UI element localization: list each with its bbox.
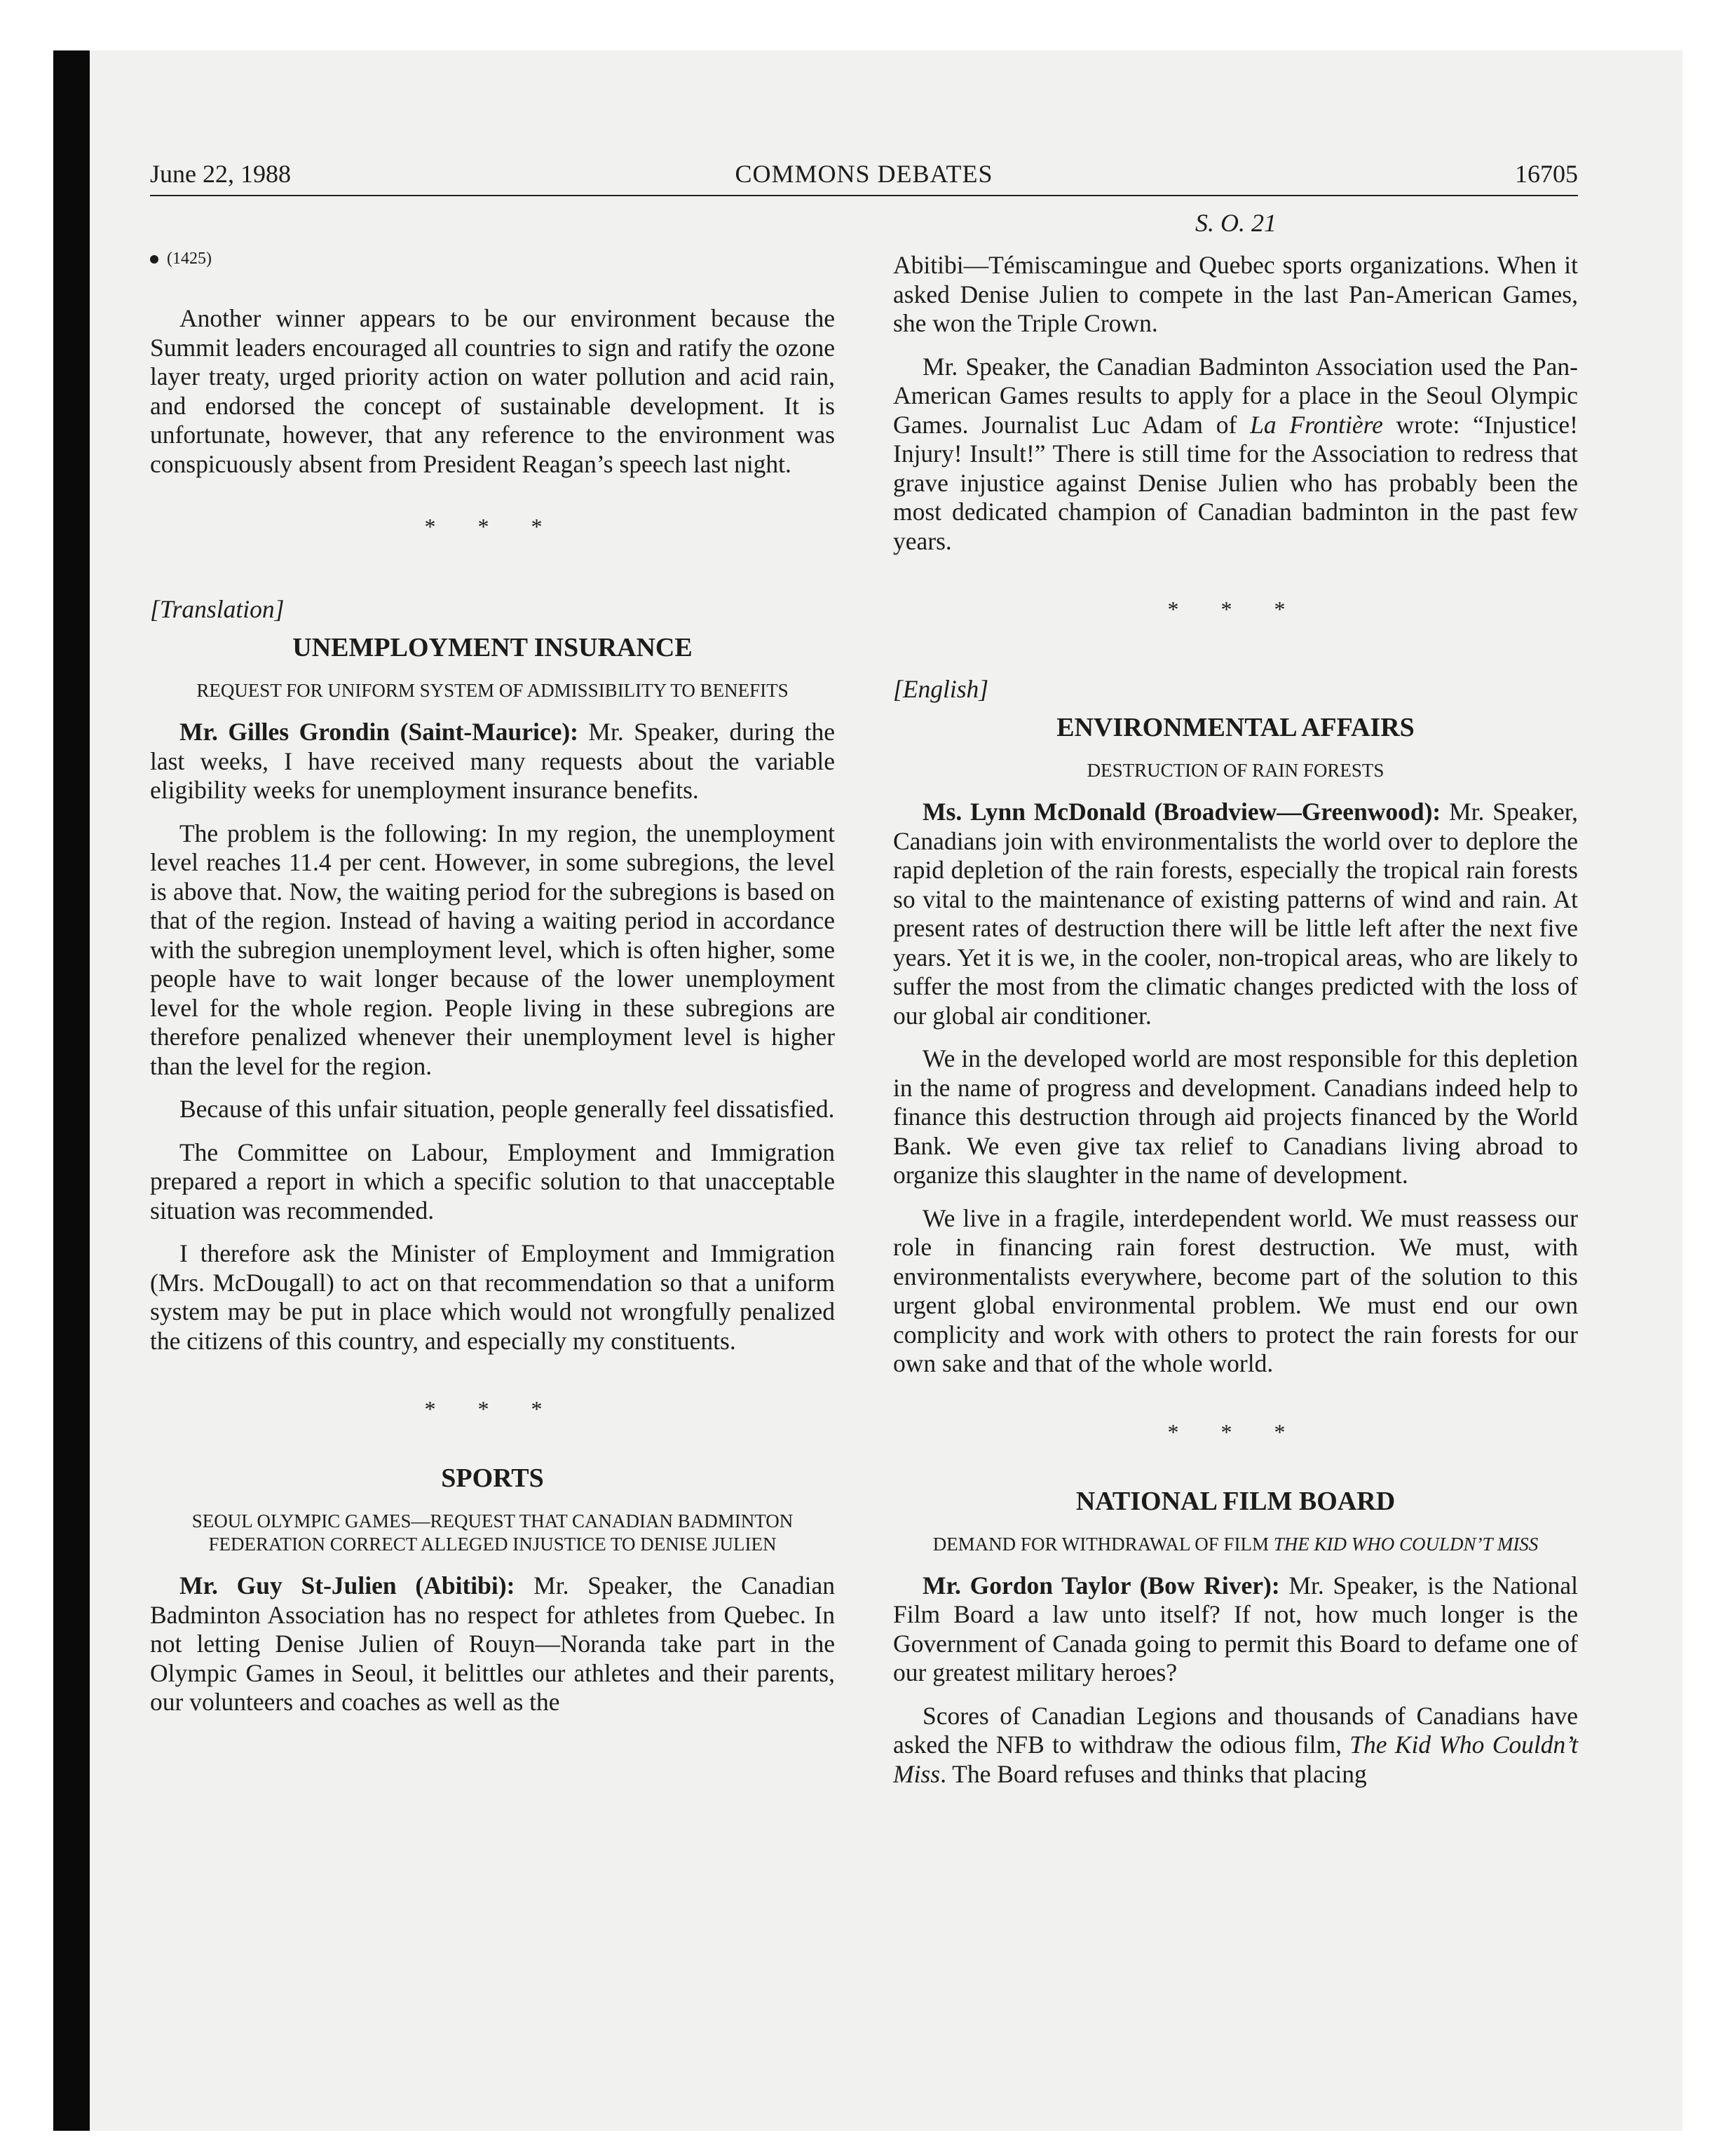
speech-text: . The Board refuses and thinks that placing	[940, 1759, 1367, 1788]
translation-tag: [Translation]	[150, 595, 285, 623]
section-heading-sports: SPORTS	[441, 1464, 544, 1493]
page-header	[150, 157, 1578, 196]
speech-paragraph: The problem is the following: In my region, the unemployment level reaches 11.4 per cent. However, in some subregions, the level is above that. Now, the waiting period for the subregions is based on that of the region. Instead of having a waiting period in accordance with the subregion unemployment level, which is often higher, some people have to wait longer because of the lower unemployment level for the whole region. People living in these subregions are therefore penalized whenever their unemployment level is higher than the level for the region.	[150, 819, 835, 1080]
speech-paragraph	[150, 718, 835, 805]
section-separator: * * *	[1167, 1419, 1304, 1445]
environment-paragraph: Another winner appears to be our environment because the Summit leaders encouraged all countries to sign and ratify the ozone layer treaty, urged priority action on water pollution and acid rain, and endorsed the concept of sustainable development. It is unfortunate, however, that any reference to the environment was conspicuously absent from President Reagan’s speech last night.	[150, 304, 835, 478]
standing-order-label: S. O. 21	[1195, 209, 1277, 237]
speech-paragraph	[893, 1702, 1578, 1789]
section-subheading-sports: SEOUL OLYMPIC GAMES—REQUEST THAT CANADIAN BADMINTON FEDERATION CORRECT ALLEGED INJUSTICE TO DENISE JULIEN	[191, 1510, 794, 1555]
speech-paragraph: We live in a fragile, interdependent world. We must reassess our role in financing rain forest destruction. We must, with environmentalists everywhere, become part of the solution to this urgent global environmental problem. We must end our own complicity and work with others to protect the rain forests for our own sake and that of the whole world.	[893, 1203, 1578, 1377]
newspaper-title: La Frontière	[1250, 410, 1383, 439]
header-date: June 22, 1988	[150, 160, 291, 188]
speech-paragraph	[893, 798, 1578, 1030]
speaker-name: Mr. Guy St-Julien (Abitibi):	[179, 1571, 515, 1599]
right-column	[893, 251, 1578, 1789]
speech-text: Mr. Speaker, during the last weeks, I have received many requests about the variable eligibility weeks for unemployment insurance benefits.	[150, 718, 835, 804]
speaker-name: Ms. Lynn McDonald (Broadview—Greenwood):	[923, 798, 1441, 826]
section-separator: * * *	[1167, 596, 1304, 622]
section-heading-nfb: NATIONAL FILM BOARD	[1075, 1486, 1396, 1516]
speech-paragraph: I therefore ask the Minister of Employment and Immigration (Mrs. McDougall) to act on that recommendation so that a uniform system may be put in place which would not wrongfully penalized the citizens of this country, and especially my constituents.	[150, 1239, 835, 1355]
speech-paragraph: Because of this unfair situation, people generally feel dissatisfied.	[179, 1095, 835, 1123]
left-column	[150, 247, 835, 1717]
subheading-text: DEMAND FOR WITHDRAWAL OF FILM	[932, 1533, 1274, 1555]
english-tag: [English]	[893, 675, 989, 703]
speech-text: Mr. Speaker, the Canadian Badminton Association has no respect for athletes from Quebec. In not letting Denise Julien of Rouyn—Noranda take part in the Olympic Games in Seoul, it belittles our athletes and their parents, our volunteers and coaches as well as the	[150, 1571, 836, 1716]
section-subheading-unemployment: REQUEST FOR UNIFORM SYSTEM OF ADMISSIBILITY TO BENEFITS	[196, 680, 789, 701]
section-subheading-environment: DESTRUCTION OF RAIN FORESTS	[1087, 760, 1384, 781]
header-page-number: 16705	[1515, 160, 1578, 188]
speech-paragraph: We in the developed world are most responsible for this depletion in the name of progress and development. Canadians indeed help to finance this destruction through aid projects financed by the World Bank. We even give tax relief to Canadians living abroad to organize this slaughter in the name of development.	[893, 1044, 1578, 1189]
speech-paragraph	[893, 353, 1578, 557]
speech-paragraph	[150, 1571, 835, 1717]
section-subheading-nfb	[893, 1533, 1578, 1556]
timestamp	[150, 247, 835, 271]
speech-paragraph	[893, 1571, 1578, 1688]
section-separator: * * *	[424, 514, 561, 539]
film-title: The Kid Who Couldn’t Miss	[893, 1731, 1578, 1788]
speaker-name: Mr. Gordon Taylor (Bow River):	[923, 1571, 1280, 1599]
speaker-name: Mr. Gilles Grondin (Saint-Maurice):	[179, 718, 578, 746]
section-heading-unemployment: UNEMPLOYMENT INSURANCE	[292, 633, 693, 662]
speech-paragraph: The Committee on Labour, Employment and Immigration prepared a report in which a specific solution to that unacceptable situation was recommended.	[150, 1138, 835, 1224]
header-title: COMMONS DEBATES	[735, 160, 993, 188]
binding-edge	[53, 50, 90, 2131]
speech-text: wrote: “Injustice! Injury! Insult!” There is still time for the Association to redress that grave injustice against Denise Julien who has probably been the most dedicated champion of Canadian badminton in the past few years.	[893, 410, 1578, 555]
section-separator: * * *	[424, 1396, 561, 1421]
bullet-icon	[150, 255, 158, 264]
film-title: THE KID WHO COULDN’T MISS	[1273, 1533, 1539, 1555]
speech-paragraph-continued: Abitibi—Témiscamingue and Quebec sports organizations. When it asked Denise Julien to compete in the last Pan-American Games, she won the Triple Crown.	[893, 251, 1578, 337]
section-heading-environment: ENVIRONMENTAL AFFAIRS	[1056, 713, 1415, 742]
speech-text: Mr. Speaker, is the National Film Board a law unto itself? If not, how much longer is the Government of Canada going to permit this Board to defame one of our greatest military heroes?	[893, 1571, 1578, 1686]
speech-text: Scores of Canadian Legions and thousands of Canadians have asked the NFB to withdraw the odious film,	[893, 1701, 1578, 1759]
speech-text: Mr. Speaker, Canadians join with environmentalists the world over to deplore the rapid depletion of the rain forests, especially the tropical rain forests so vital to the maintenance of existing patterns of wind and rain. At present rates of destruction there will be little left after the next five years. Yet it is we, in the cooler, non-tropical areas, who are likely to suffer the most from the climatic changes predicted with the loss of our global air conditioner.	[893, 798, 1579, 1030]
timestamp-text: (1425)	[167, 250, 212, 268]
speech-text: Mr. Speaker, the Canadian Badminton Association used the Pan-American Games results to apply for a place in the Seoul Olympic Games. Journalist Luc Adam of	[893, 352, 1578, 439]
